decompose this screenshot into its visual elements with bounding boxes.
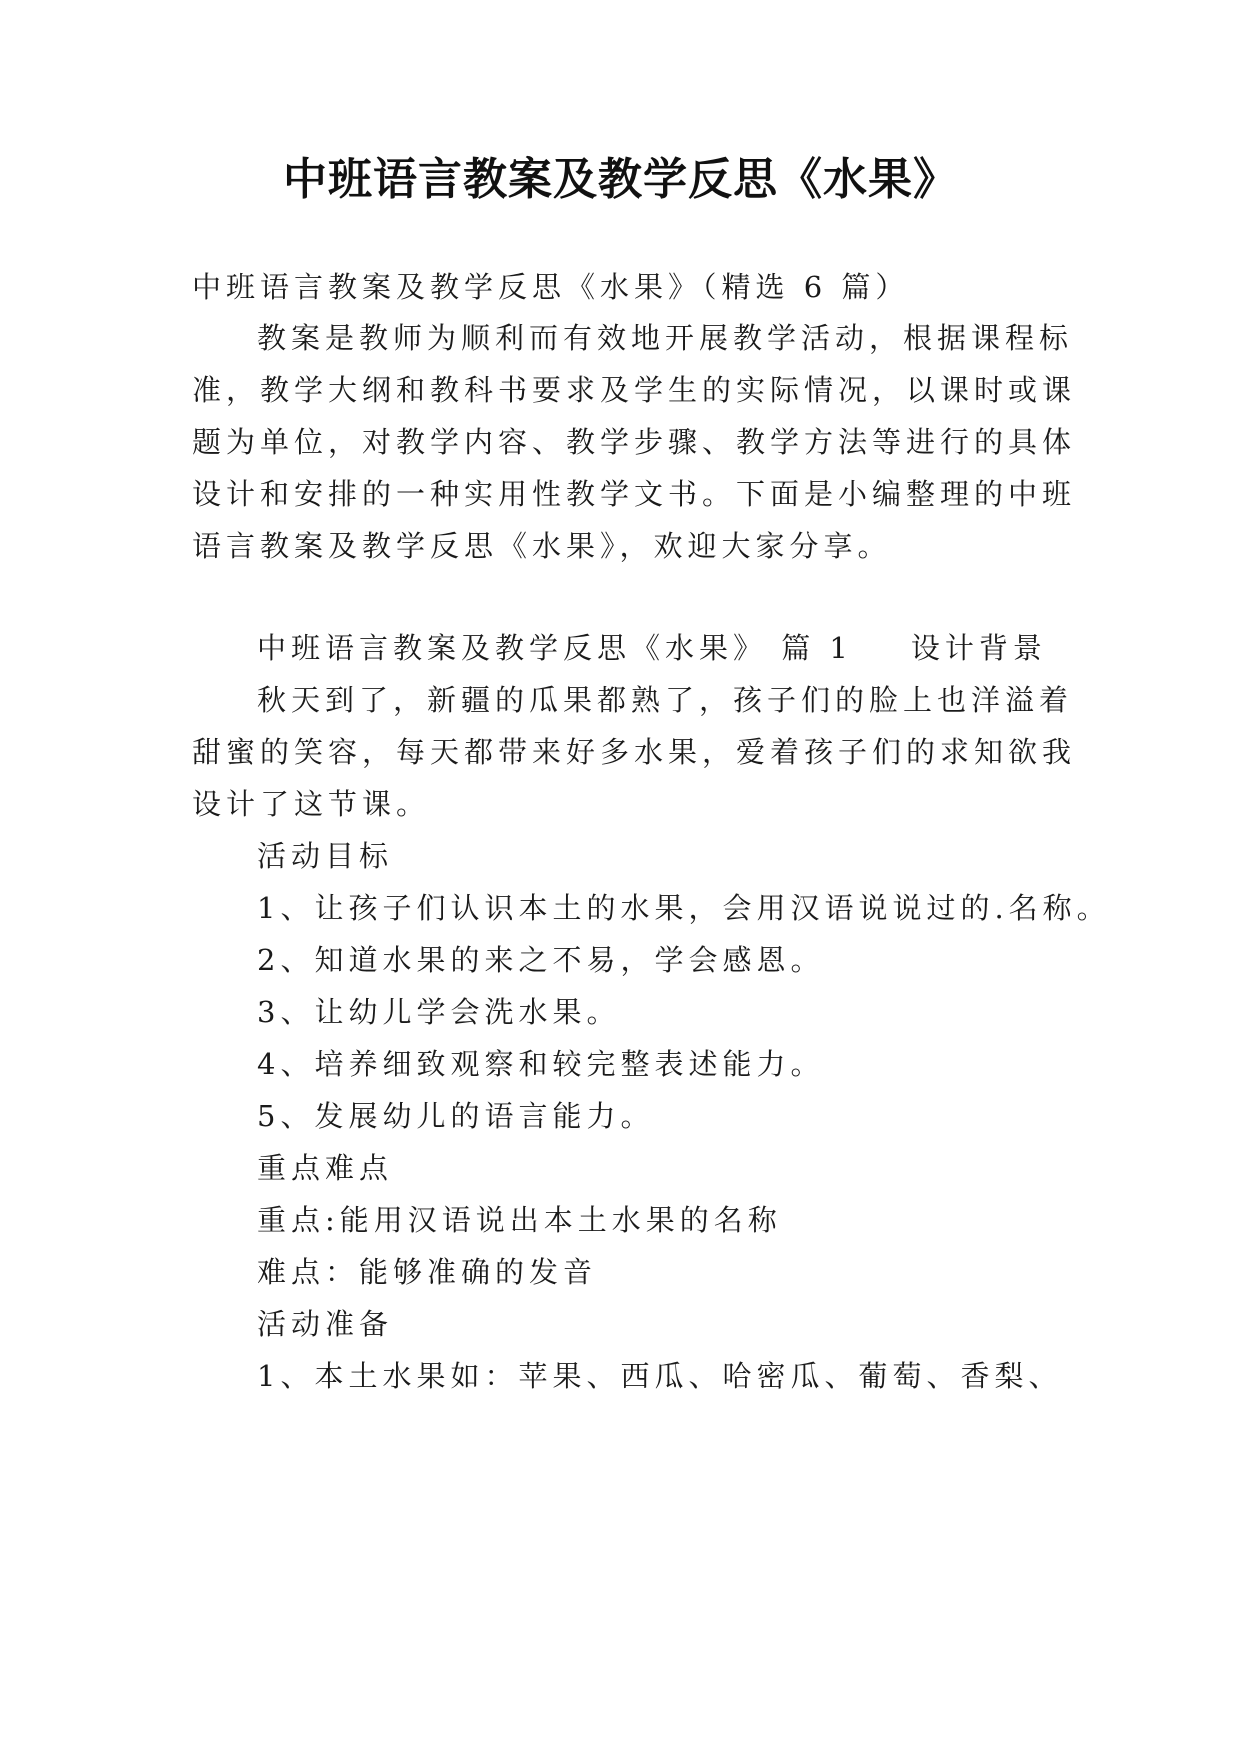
background-line: 秋天到了，新疆的瓜果都熟了，孩子们的脸上也洋溢着 [257,683,1074,717]
intro-line: 语言教案及教学反思《水果》，欢迎大家分享。 [192,529,892,563]
goal-item: 5、发展幼儿的语言能力。 [257,1099,655,1133]
intro-line: 教案是教师为顺利而有效地开展教学活动，根据课程标 [257,321,1074,355]
document-title: 中班语言教案及教学反思《水果》 [283,154,958,205]
section-heading-tail: 设计背景 [910,631,1047,665]
section-heading-title: 中班语言教案及教学反思《水果》 篇 1 [257,631,853,665]
goal-item: 1、让孩子们认识本土的水果，会用汉语说说过的.名称。 [257,891,1111,925]
prep-heading: 活动准备 [257,1307,394,1341]
key-point: 重点:能用汉语说出本土水果的名称 [257,1203,782,1237]
background-line: 甜蜜的笑容，每天都带来好多水果，爱着孩子们的求知欲我 [192,735,1077,769]
goal-item: 4、培养细致观察和较完整表述能力。 [257,1047,825,1081]
key-heading: 重点难点 [257,1151,394,1185]
goal-item: 3、让幼儿学会洗水果。 [257,995,621,1029]
goals-heading: 活动目标 [257,839,394,873]
intro-line: 题为单位，对教学内容、教学步骤、教学方法等进行的具体 [192,425,1077,459]
difficulty-point: 难点：能够准确的发音 [257,1255,598,1289]
section-heading [257,628,1047,668]
background-line: 设计了这节课。 [192,787,431,821]
prep-item: 1、本土水果如：苹果、西瓜、哈密瓜、葡萄、香梨、 [257,1359,1063,1393]
intro-line: 准，教学大纲和教科书要求及学生的实际情况，以课时或课 [192,373,1077,407]
goal-item: 2、知道水果的来之不易，学会感恩。 [257,943,825,977]
intro-line: 设计和安排的一种实用性教学文书。下面是小编整理的中班 [192,477,1077,511]
document-subtitle: 中班语言教案及教学反思《水果》（精选 6 篇） [192,270,910,304]
